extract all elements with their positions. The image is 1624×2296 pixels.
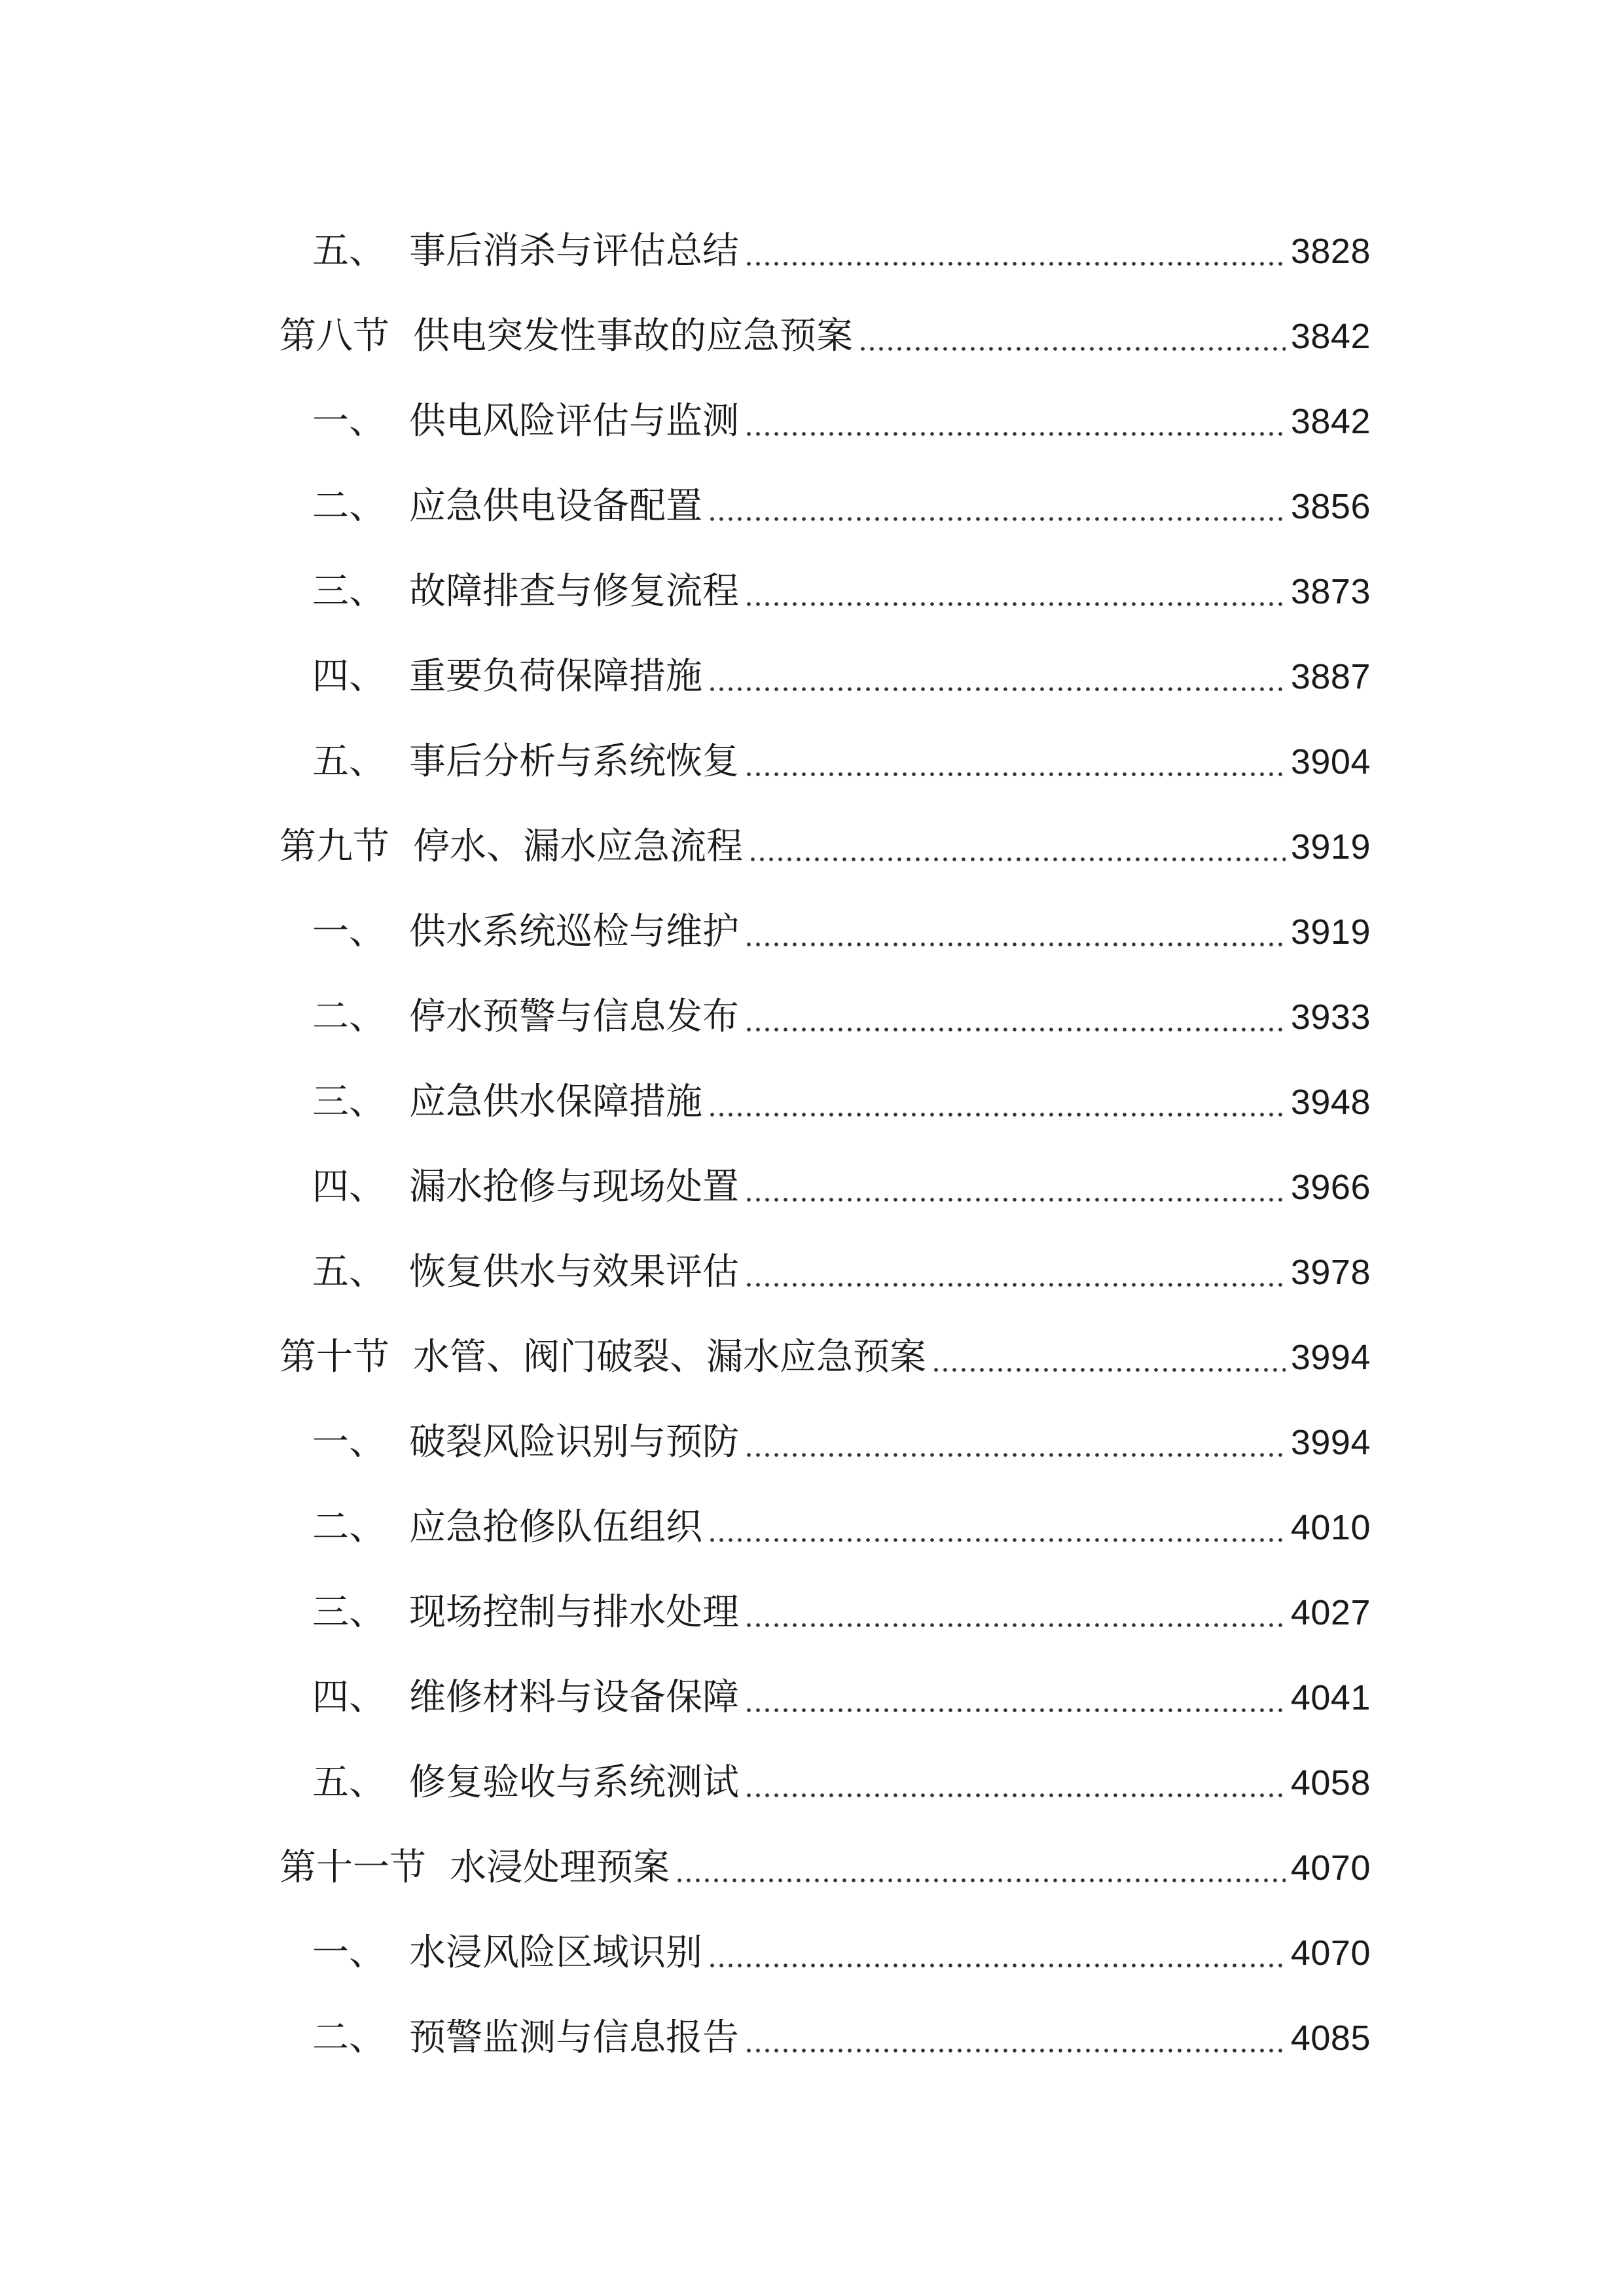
toc-entry-page: 4070 — [1290, 1848, 1371, 1888]
toc-entry-number: 一、 — [312, 400, 386, 442]
toc-entry[interactable] — [312, 1394, 1371, 1466]
toc-entry-page: 3842 — [1290, 402, 1371, 441]
toc-entry-title: 供水系统巡检与维护 — [409, 910, 739, 953]
toc-entry-number: 一、 — [312, 1931, 386, 1974]
dot-leader — [744, 1793, 1286, 1797]
dot-leader — [675, 1878, 1286, 1882]
toc-entry-title: 漏水抢修与现场处置 — [409, 1166, 739, 1208]
dot-leader — [858, 347, 1286, 351]
toc-entry[interactable] — [312, 1564, 1371, 1636]
dot-leader — [744, 772, 1286, 776]
toc-entry-title: 应急供水保障措施 — [409, 1081, 702, 1123]
dot-leader — [744, 1028, 1286, 1031]
toc-entry[interactable] — [312, 543, 1371, 615]
dot-leader — [744, 1453, 1286, 1457]
toc-entry-page: 3887 — [1290, 657, 1371, 696]
toc-entry-page: 3919 — [1290, 912, 1371, 952]
toc-entry-number: 第十节 — [280, 1336, 389, 1378]
toc-entry[interactable] — [312, 1224, 1371, 1296]
toc-entry-title: 停水、漏水应急流程 — [413, 825, 743, 868]
dot-leader — [708, 687, 1286, 691]
toc-entry-page: 3966 — [1290, 1168, 1371, 1207]
toc-entry[interactable] — [280, 1309, 1371, 1381]
dot-leader — [744, 1283, 1286, 1287]
toc-entry[interactable] — [312, 1734, 1371, 1806]
dot-leader — [744, 432, 1286, 436]
dot-leader — [931, 1368, 1286, 1372]
toc-entry[interactable] — [312, 628, 1371, 700]
toc-entry-title: 故障排查与修复流程 — [409, 570, 739, 613]
toc-entry-title: 维修材料与设备保障 — [409, 1676, 739, 1719]
toc-entry-title: 供电风险评估与监测 — [409, 400, 739, 442]
toc-entry-number: 二、 — [312, 485, 386, 528]
toc-entry-number: 三、 — [312, 1081, 386, 1123]
toc-entry-number: 一、 — [312, 1421, 386, 1463]
toc-entry-title: 水浸风险区域识别 — [409, 1931, 702, 1974]
dot-leader — [708, 1538, 1286, 1542]
toc-entry[interactable] — [312, 1990, 1371, 2062]
toc-entry-number: 二、 — [312, 996, 386, 1038]
toc-entry-number: 五、 — [312, 740, 386, 783]
dot-leader — [744, 942, 1286, 946]
dot-leader — [708, 1964, 1286, 1967]
dot-leader — [744, 1708, 1286, 1712]
dot-leader — [744, 262, 1286, 266]
toc-entry-number: 第九节 — [280, 825, 389, 868]
toc-entry-page: 3828 — [1290, 232, 1371, 271]
toc-entry-title: 水管、阀门破裂、漏水应急预案 — [413, 1336, 926, 1378]
toc-entry[interactable] — [312, 1479, 1371, 1551]
toc-entry-title: 供电突发性事故的应急预案 — [413, 315, 853, 357]
toc-entry-page: 3994 — [1290, 1423, 1371, 1462]
toc-entry-page: 3904 — [1290, 742, 1371, 781]
toc-entry[interactable] — [312, 713, 1371, 785]
toc-entry-number: 第十一节 — [280, 1846, 426, 1889]
toc-entry-page: 3873 — [1290, 572, 1371, 611]
toc-entry-number: 三、 — [312, 570, 386, 613]
toc-entry[interactable] — [312, 1649, 1371, 1721]
toc-entry[interactable] — [280, 1820, 1371, 1892]
toc-entry-number: 五、 — [312, 1251, 386, 1293]
toc-entry-title: 应急供电设备配置 — [409, 485, 702, 528]
toc-entry-title: 事后分析与系统恢复 — [409, 740, 739, 783]
toc-entry[interactable] — [312, 969, 1371, 1041]
toc-entry-page: 3994 — [1290, 1338, 1371, 1377]
toc-entry-title: 修复验收与系统测试 — [409, 1761, 739, 1804]
toc-entry-page: 3948 — [1290, 1083, 1371, 1122]
toc-entry-page: 4085 — [1290, 2018, 1371, 2058]
toc-entry-page: 3978 — [1290, 1253, 1371, 1292]
toc-entry-title: 水浸处理预案 — [450, 1846, 670, 1889]
toc-entry-page: 4070 — [1290, 1933, 1371, 1973]
dot-leader — [708, 1113, 1286, 1117]
toc-entry-number: 五、 — [312, 230, 386, 272]
toc-entry[interactable] — [312, 1054, 1371, 1126]
toc-entry-number: 五、 — [312, 1761, 386, 1804]
toc-entry-number: 一、 — [312, 910, 386, 953]
toc-entry-number: 二、 — [312, 1506, 386, 1549]
toc-entry-page: 3856 — [1290, 487, 1371, 526]
toc-entry[interactable] — [312, 458, 1371, 530]
toc-entry-title: 应急抢修队伍组织 — [409, 1506, 702, 1549]
toc-entry-number: 二、 — [312, 2017, 386, 2059]
toc-entry[interactable] — [312, 884, 1371, 956]
toc-entry-page: 4058 — [1290, 1763, 1371, 1803]
toc-entry-title: 破裂风险识别与预防 — [409, 1421, 739, 1463]
dot-leader — [744, 1623, 1286, 1627]
toc-entry-title: 重要负荷保障措施 — [409, 655, 702, 698]
toc-entry[interactable] — [312, 1905, 1371, 1977]
toc-entry-number: 四、 — [312, 1676, 386, 1719]
toc-entry-title: 预警监测与信息报告 — [409, 2017, 739, 2059]
dot-leader — [744, 1198, 1286, 1202]
toc-entry-number: 四、 — [312, 655, 386, 698]
toc-entry-title: 事后消杀与评估总结 — [409, 230, 739, 272]
toc-entry-title: 现场控制与排水处理 — [409, 1591, 739, 1634]
toc-entry-number: 三、 — [312, 1591, 386, 1634]
toc-entry-page: 3919 — [1290, 827, 1371, 867]
toc-entry-page: 3842 — [1290, 317, 1371, 356]
toc-entry-page: 4027 — [1290, 1593, 1371, 1632]
toc-entry-title: 恢复供水与效果评估 — [409, 1251, 739, 1293]
dot-leader — [744, 2049, 1286, 2053]
toc-entry-number: 第八节 — [280, 315, 389, 357]
toc-entry[interactable] — [312, 1139, 1371, 1211]
toc-entry-page: 4010 — [1290, 1508, 1371, 1547]
dot-leader — [708, 517, 1286, 521]
toc-entry[interactable] — [280, 798, 1371, 870]
toc-entry-page: 3933 — [1290, 997, 1371, 1037]
dot-leader — [744, 602, 1286, 606]
toc-entry[interactable] — [312, 203, 1371, 275]
toc-entry-page: 4041 — [1290, 1678, 1371, 1717]
toc-entry[interactable] — [280, 288, 1371, 360]
toc-entry[interactable] — [312, 373, 1371, 445]
dot-leader — [748, 857, 1286, 861]
toc-entry-number: 四、 — [312, 1166, 386, 1208]
toc-entry-title: 停水预警与信息发布 — [409, 996, 739, 1038]
